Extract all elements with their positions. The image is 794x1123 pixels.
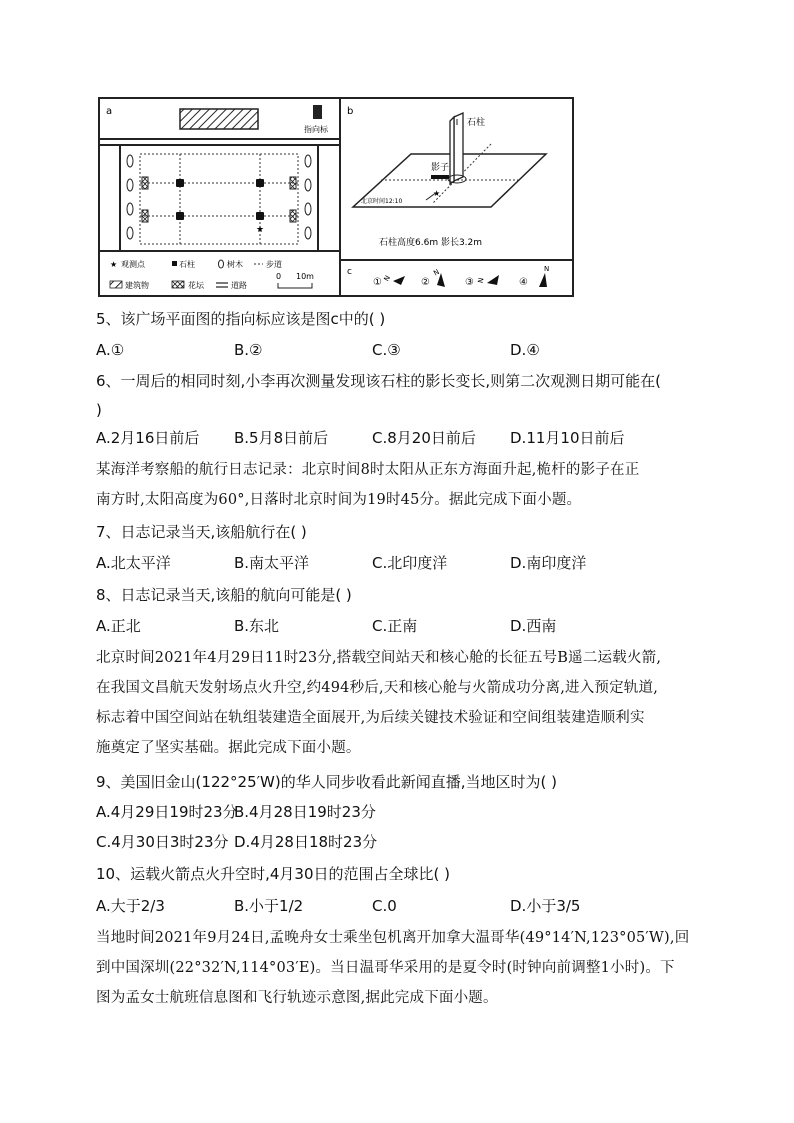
legend-flowerbed-icon (172, 281, 184, 288)
option-1-n: N (382, 274, 393, 283)
option-3-arrow-icon (487, 275, 499, 285)
q5-option-d: D.④ (510, 341, 540, 359)
q5-option-a: A.① (96, 341, 125, 359)
compass-label: 指向标 (304, 125, 328, 134)
q8-option-b: B.东北 (234, 617, 280, 635)
q5-stem: 5、该广场平面图的指向标应该是图c中的( ) (96, 310, 386, 328)
q6-option-a: A.2月16日前后 (96, 429, 200, 447)
q8-option-d: D.西南 (510, 617, 557, 635)
pillar-caption: 石柱高度6.6m 影长3.2m (379, 238, 483, 248)
q7-option-a: A.北太平洋 (96, 554, 171, 572)
option-3-n: N (476, 277, 486, 284)
option-2-n: N (432, 267, 441, 278)
intro2-line4: 施奠定了坚实基础。据此完成下面小题。 (96, 740, 361, 756)
pillar-shadow-drawing (341, 99, 572, 259)
legend-pillar-icon (172, 261, 177, 266)
intro1-line1: 某海洋考察船的航行日志记录：北京时间8时太阳从正东方海面升起,桅杆的影子在正 (96, 462, 640, 478)
panel-b-pillar-shadow (341, 99, 572, 261)
tree-icon (127, 179, 133, 191)
legend-road-label: 道路 (231, 281, 247, 290)
q8-option-a: A.正北 (96, 617, 141, 635)
legend-building-icon (110, 281, 122, 288)
intro2-line1: 北京时间2021年4月29日11时23分,搭载空间站天和核心舱的长征五号B遥二运载火箭, (96, 650, 662, 666)
q9-option-c: C.4月30日3时23分 (96, 833, 229, 851)
panel-c-compass-options (341, 261, 572, 295)
panel-c-label: c (347, 267, 352, 277)
q9-stem: 9、美国旧金山(122°25′W)的华人同步收看此新闻直播,当地区时为( ) (96, 773, 557, 791)
intro3-line3: 图为孟女士航班信息图和飞行轨迹示意图,据此完成下面小题。 (96, 990, 498, 1006)
q6-stem-line1: 6、一周后的相同时刻,小李再次测量发现该石柱的影长变长,则第二次观测日期可能在( (96, 372, 661, 390)
q5-option-b: B.② (234, 341, 263, 359)
compass-options-drawing (341, 261, 572, 295)
scale-bar (278, 283, 312, 288)
option-4-arrow-icon (539, 273, 547, 287)
legend-star-icon: ★ (110, 260, 118, 269)
panel-a-plaza-plan (100, 99, 341, 295)
pillar (176, 212, 184, 220)
flowerbed (290, 210, 296, 222)
tree-icon (305, 155, 311, 167)
building (180, 109, 258, 129)
plaza-plan-drawing (100, 99, 339, 295)
q10-stem: 10、运载火箭点火升空时,4月30日的范围占全球比( ) (96, 865, 450, 883)
pillar-side (450, 117, 454, 184)
legend-path-label: 步道 (266, 260, 282, 269)
legend-flowerbed-label: 花坛 (188, 281, 204, 290)
q9-option-b: B.4月28日19时23分 (234, 803, 376, 821)
legend-tree-label: 树木 (227, 260, 243, 269)
tree-icon (305, 203, 311, 215)
q10-option-a: A.大于2/3 (96, 897, 165, 915)
time-label: 北京时间12:10 (361, 198, 403, 205)
q10-option-b: B.小于1/2 (234, 897, 304, 915)
shadow-mark (431, 175, 449, 179)
q6-option-c: C.8月20日前后 (372, 429, 476, 447)
flowerbed (142, 210, 148, 222)
tree-icon (127, 227, 133, 239)
q7-option-d: D.南印度洋 (510, 554, 587, 572)
q9-option-a: A.4月29日19时23分 (96, 803, 238, 821)
q6-option-d: D.11月10日前后 (510, 429, 625, 447)
map-figure (98, 97, 574, 297)
legend-pillar-label: 石柱 (179, 260, 195, 269)
q6-stem-line2: ) (96, 401, 102, 419)
legend-building-label: 建筑物 (125, 281, 149, 290)
q9-option-d: D.4月28日18时23分 (234, 833, 378, 851)
panel-b-label: b (347, 106, 354, 117)
pillar (176, 179, 184, 187)
tree-icon (305, 179, 311, 191)
flowerbed (290, 177, 296, 189)
observation-point-star-icon: ★ (256, 225, 265, 235)
scale-zero: 0 (276, 272, 282, 281)
option-3-number: ③ (465, 277, 474, 288)
pillar (256, 179, 264, 187)
q5-option-c: C.③ (372, 341, 401, 359)
option-2-number: ② (421, 277, 430, 288)
q8-stem: 8、日志记录当天,该船的航向可能是( ) (96, 586, 352, 604)
q10-option-c: C.0 (372, 897, 397, 915)
option-1-arrow-icon (393, 276, 405, 285)
option-4-n: N (544, 265, 550, 273)
observation-star-icon: ★ (433, 189, 441, 198)
q10-option-d: D.小于3/5 (510, 897, 581, 915)
intro3-line1: 当地时间2021年9月24日,孟晚舟女士乘坐包机离开加拿大温哥华(49°14′N,123°05′W),回 (96, 930, 690, 946)
panel-a-label: a (106, 106, 113, 117)
plaza-boundary (140, 154, 298, 244)
legend-point-label: 观测点 (121, 260, 145, 269)
q8-option-c: C.正南 (372, 617, 418, 635)
pillar (256, 212, 264, 220)
option-4-number: ④ (519, 277, 528, 288)
q7-option-c: C.北印度洋 (372, 554, 448, 572)
q7-stem: 7、日志记录当天,该船航行在( ) (96, 523, 307, 541)
intro1-line2: 南方时,太阳高度为60°,日落时北京时间为19时45分。据此完成下面小题。 (96, 492, 582, 508)
intro3-line2: 到中国深圳(22°32′N,114°03′E)。当日温哥华采用的是夏令时(时钟向前调整1小时)。下 (96, 960, 675, 976)
compass-marker-icon (313, 105, 322, 119)
q7-option-b: B.南太平洋 (234, 554, 310, 572)
legend-tree-icon (219, 260, 224, 268)
tree-icon (127, 155, 133, 167)
tree-icon (127, 203, 133, 215)
intro2-line3: 标志着中国空间站在轨组装建造全面展开,为后续关键技术验证和空间组装建造顺利实 (96, 710, 645, 726)
option-1-number: ① (373, 277, 382, 288)
q6-option-b: B.5月8日前后 (234, 429, 329, 447)
intro2-line2: 在我国文昌航天发射场点火升空,约494秒后,天和核心舱与火箭成功分离,进入预定轨道, (96, 680, 659, 696)
pillar-label: 石柱 (467, 118, 486, 128)
flowerbed (142, 177, 148, 189)
pillar-body (454, 113, 463, 181)
tree-icon (305, 227, 311, 239)
shadow-label: 影子 (431, 163, 450, 173)
scale-dist: 10m (296, 272, 314, 281)
